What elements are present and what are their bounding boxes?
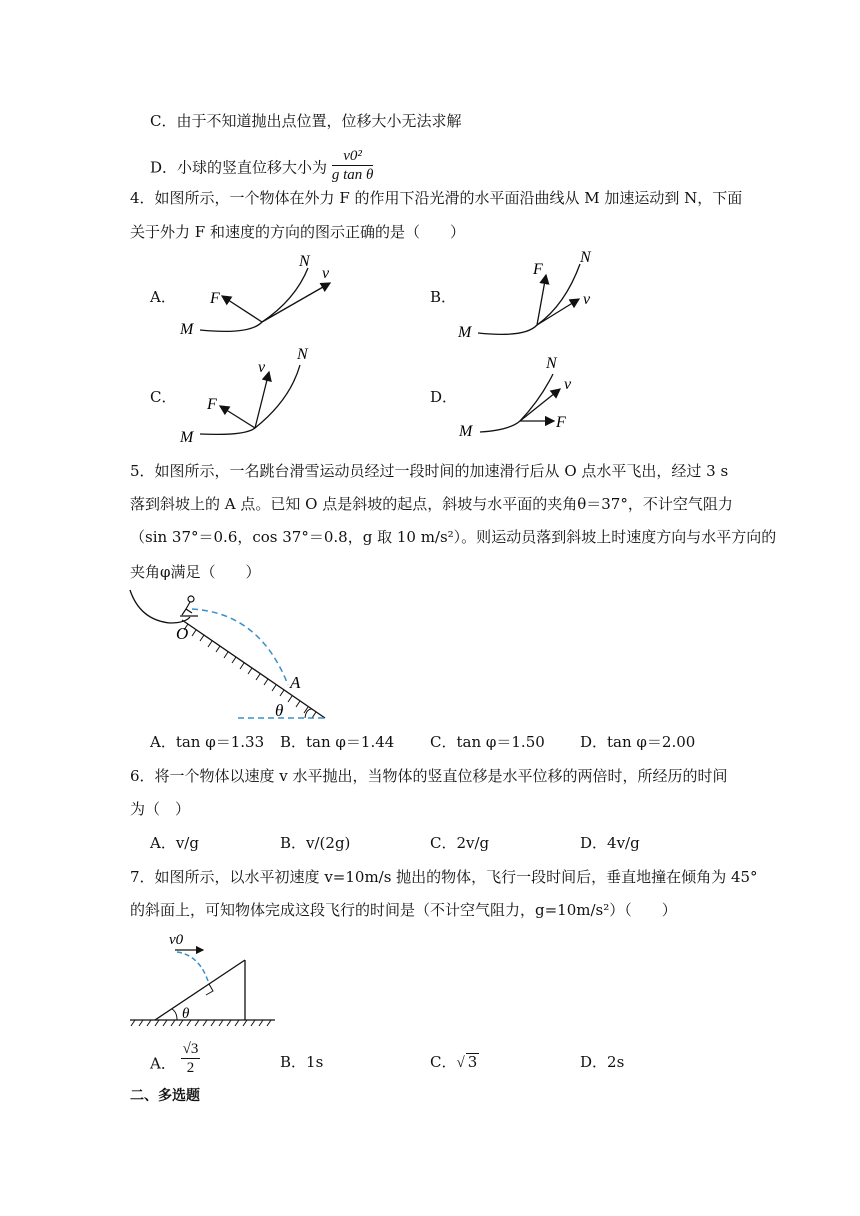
q4-figure-d <box>458 355 572 440</box>
q5-option-b: B．tan φ＝1.44 <box>280 733 395 751</box>
q4-figures <box>0 0 860 460</box>
q4d-f-label: F <box>556 414 566 431</box>
q6-option-a: A．v/g <box>150 834 199 852</box>
q4a-n-label: N <box>299 253 310 270</box>
q4c-m-label: M <box>180 429 194 446</box>
q4c-n-label: N <box>297 346 308 363</box>
q3-option-d-text: D．小球的竖直位移大小为 <box>150 158 328 177</box>
q4b-m-label: M <box>458 324 472 341</box>
q6-option-d: D．4v/g <box>580 834 640 852</box>
q5-option-d: D．tan φ＝2.00 <box>580 733 696 751</box>
q5-option-a: A．tan φ＝1.33 <box>150 733 265 751</box>
q6-option-b: B．v/(2g) <box>280 834 351 852</box>
q5-stem-line1: 5．如图所示，一名跳台滑雪运动员经过一段时间的加速滑行后从 O 点水平飞出，经过 3 s <box>130 462 729 480</box>
q7-option-c-value: 3 <box>467 1053 478 1071</box>
q4d-v-label: v <box>564 376 572 393</box>
skier-icon <box>180 596 198 616</box>
q7-option-a-label: A． <box>150 1054 176 1073</box>
q7-incline-figure <box>125 930 285 1030</box>
q5-o-label: O <box>176 624 189 643</box>
q4-stem-line2: 关于外力 F 和速度的方向的图示正确的是（ ） <box>130 223 465 241</box>
q7-option-a <box>150 1041 200 1077</box>
q4b-v-label: v <box>583 291 591 308</box>
q4-figure-b <box>457 249 592 341</box>
q4-figure-a <box>179 253 330 338</box>
q7-v0-label: v0 <box>169 932 184 948</box>
q4a-f-label: F <box>210 290 220 307</box>
q5-ski-jump-figure <box>120 585 340 725</box>
q5-theta-label: θ <box>275 701 284 720</box>
q3-option-c: C．由于不知道抛出点位置，位移大小无法求解 <box>150 112 462 130</box>
q7-stem-line2: 的斜面上，可知物体完成这段飞行的时间是（不计空气阻力，g=10m/s²）（ ） <box>130 901 677 919</box>
section-2-title: 二、多选题 <box>130 1088 200 1104</box>
q3-option-d-denominator: g tan θ <box>331 167 374 183</box>
q4b-f-label: F <box>533 261 543 278</box>
q4a-m-label: M <box>180 321 194 338</box>
q6-option-c: C．2v/g <box>430 834 490 852</box>
q4-option-c-label: C． <box>150 388 177 406</box>
q7-option-d: D．2s <box>580 1053 625 1071</box>
q3-option-d-numerator: v0² <box>332 147 374 166</box>
q5-stem-line2: 落到斜坡上的 A 点。已知 O 点是斜坡的起点，斜坡与水平面的夹角θ＝37°，不计空气阻力 <box>130 495 733 513</box>
q7-option-c: C．√ 3 <box>430 1053 478 1071</box>
q7-option-a-numerator: √3 <box>182 1041 199 1057</box>
q7-theta-label: θ <box>182 1006 190 1022</box>
q5-a-label: A <box>290 673 301 692</box>
q4-option-b-label: B． <box>430 288 457 306</box>
q4-figure-c <box>179 346 309 446</box>
q4d-n-label: N <box>546 355 557 372</box>
q7-option-c-label: C． <box>430 1053 457 1071</box>
q4d-m-label: M <box>459 423 473 440</box>
q4a-v-label: v <box>322 265 330 282</box>
q6-stem-line2: 为（ ） <box>130 800 191 818</box>
q7-option-a-denominator: 2 <box>186 1060 195 1076</box>
q7-option-a-fraction <box>181 1040 201 1077</box>
q4c-v-label: v <box>258 359 266 376</box>
q4-stem-line1: 4．如图所示，一个物体在外力 F 的作用下沿光滑的水平面沿曲线从 M 加速运动到 N，下面 <box>130 189 743 207</box>
q5-option-c: C．tan φ＝1.50 <box>430 733 545 751</box>
q4-option-a-label: A． <box>150 288 176 306</box>
q4c-f-label: F <box>207 396 217 413</box>
q4-option-d-label: D． <box>430 388 458 406</box>
q7-option-b: B．1s <box>280 1053 324 1071</box>
q5-stem-line3: （sin 37°＝0.6，cos 37°＝0.8，g 取 10 m/s²）。则运动员落到斜坡上时速度方向与水平方向的 <box>130 528 777 546</box>
q4b-n-label: N <box>580 249 591 266</box>
q7-stem-line1: 7．如图所示，以水平初速度 v=10m/s 抛出的物体，飞行一段时间后，垂直地撞在倾角为 45° <box>130 868 758 886</box>
q5-stem-line4: 夹角φ满足（ ） <box>130 563 261 581</box>
q6-stem-line1: 6．将一个物体以速度 v 水平抛出，当物体的竖直位移是水平位移的两倍时，所经历的时间 <box>130 767 728 785</box>
